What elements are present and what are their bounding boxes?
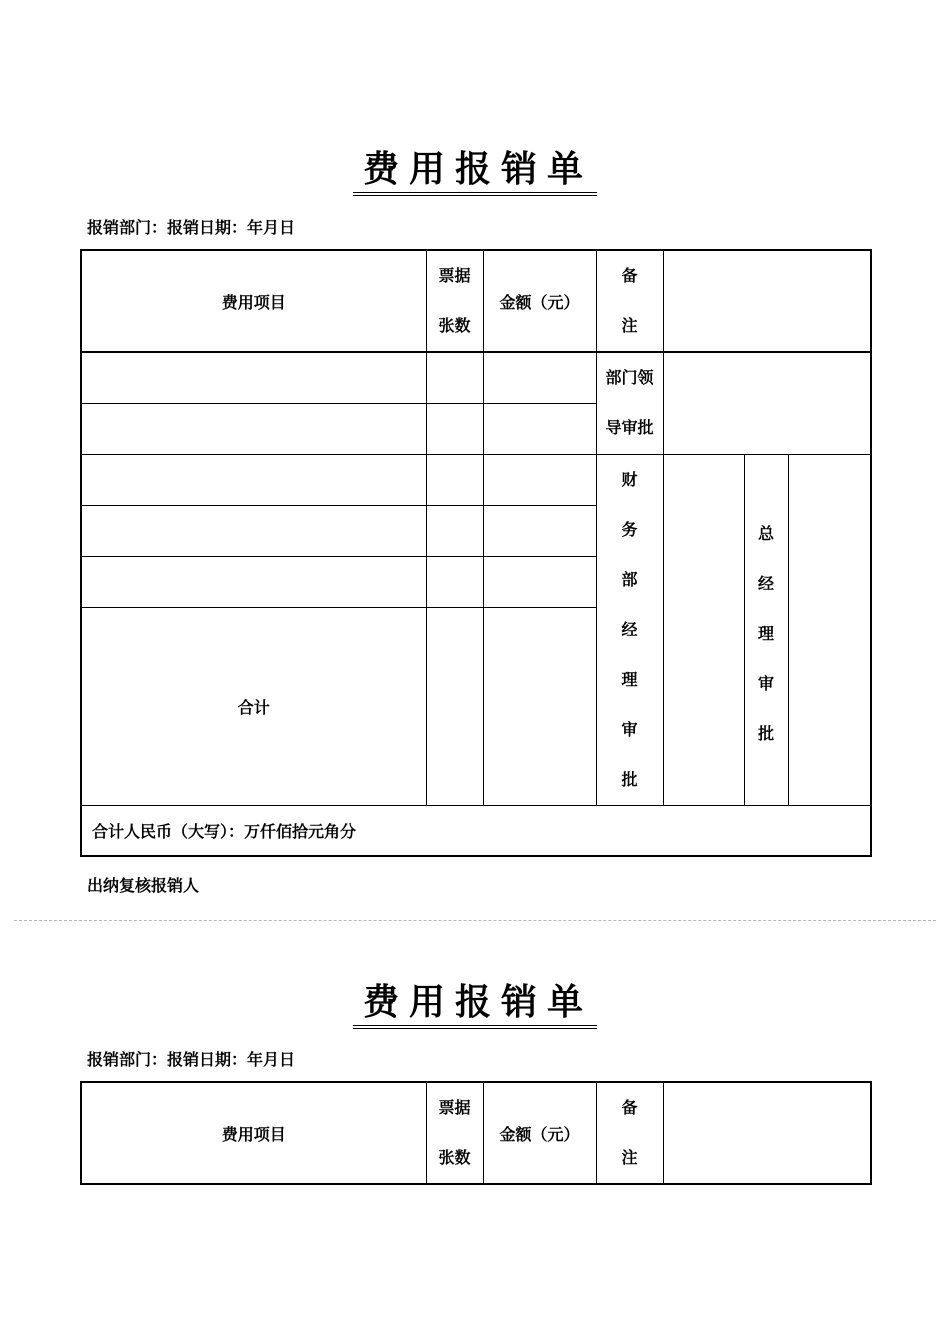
total-amount-cell[interactable] [483,607,596,805]
expense-item-cell[interactable] [81,454,426,505]
expense-item-cell[interactable] [81,556,426,607]
total-label: 合计 [81,607,426,805]
header-remark: 备 注 [596,250,663,352]
signature-line: 出纳复核报销人 [87,876,200,895]
amount-cell[interactable] [483,505,596,556]
expense-item-cell[interactable] [81,352,426,403]
reimbursement-header-line: 报销部门：报销日期：年月日 [87,218,296,237]
header-amount: 金额（元） [483,1082,596,1184]
dept-leader-approval-label: 部门领 导审批 [596,352,663,454]
general-manager-approval-field[interactable] [788,454,871,805]
amount-in-words[interactable]: 合计人民币（大写）：万仟佰拾元角分 [81,805,871,856]
header-expense-item: 费用项目 [81,250,426,352]
header-expense-item: 费用项目 [81,1082,426,1184]
receipt-count-cell[interactable] [426,505,483,556]
header-receipt-count: 票据 张数 [426,250,483,352]
remark-field[interactable] [663,250,871,352]
finance-manager-approval-label: 财 务 部 经 理 审 批 [596,454,663,805]
header-remark: 备 注 [596,1082,663,1184]
form-title: 费用报销单 [0,150,950,196]
amount-cell[interactable] [483,352,596,403]
reimbursement-header-line: 报销部门：报销日期：年月日 [87,1050,296,1069]
header-receipt-count: 票据 张数 [426,1082,483,1184]
reimbursement-table [80,1081,872,1185]
receipt-count-cell[interactable] [426,352,483,403]
expense-item-cell[interactable] [81,505,426,556]
amount-cell[interactable] [483,454,596,505]
expense-item-cell[interactable] [81,403,426,454]
cut-line-divider [14,920,936,921]
receipt-count-cell[interactable] [426,556,483,607]
header-amount: 金额（元） [483,250,596,352]
reimbursement-table [80,249,872,857]
general-manager-approval-label: 总 经 理 审 批 [744,454,788,805]
remark-field[interactable] [663,1082,871,1184]
total-receipt-count-cell[interactable] [426,607,483,805]
amount-cell[interactable] [483,556,596,607]
dept-leader-approval-field[interactable] [663,352,871,454]
finance-manager-approval-field[interactable] [663,454,744,805]
receipt-count-cell[interactable] [426,454,483,505]
form-title: 费用报销单 [0,983,950,1029]
receipt-count-cell[interactable] [426,403,483,454]
amount-cell[interactable] [483,403,596,454]
